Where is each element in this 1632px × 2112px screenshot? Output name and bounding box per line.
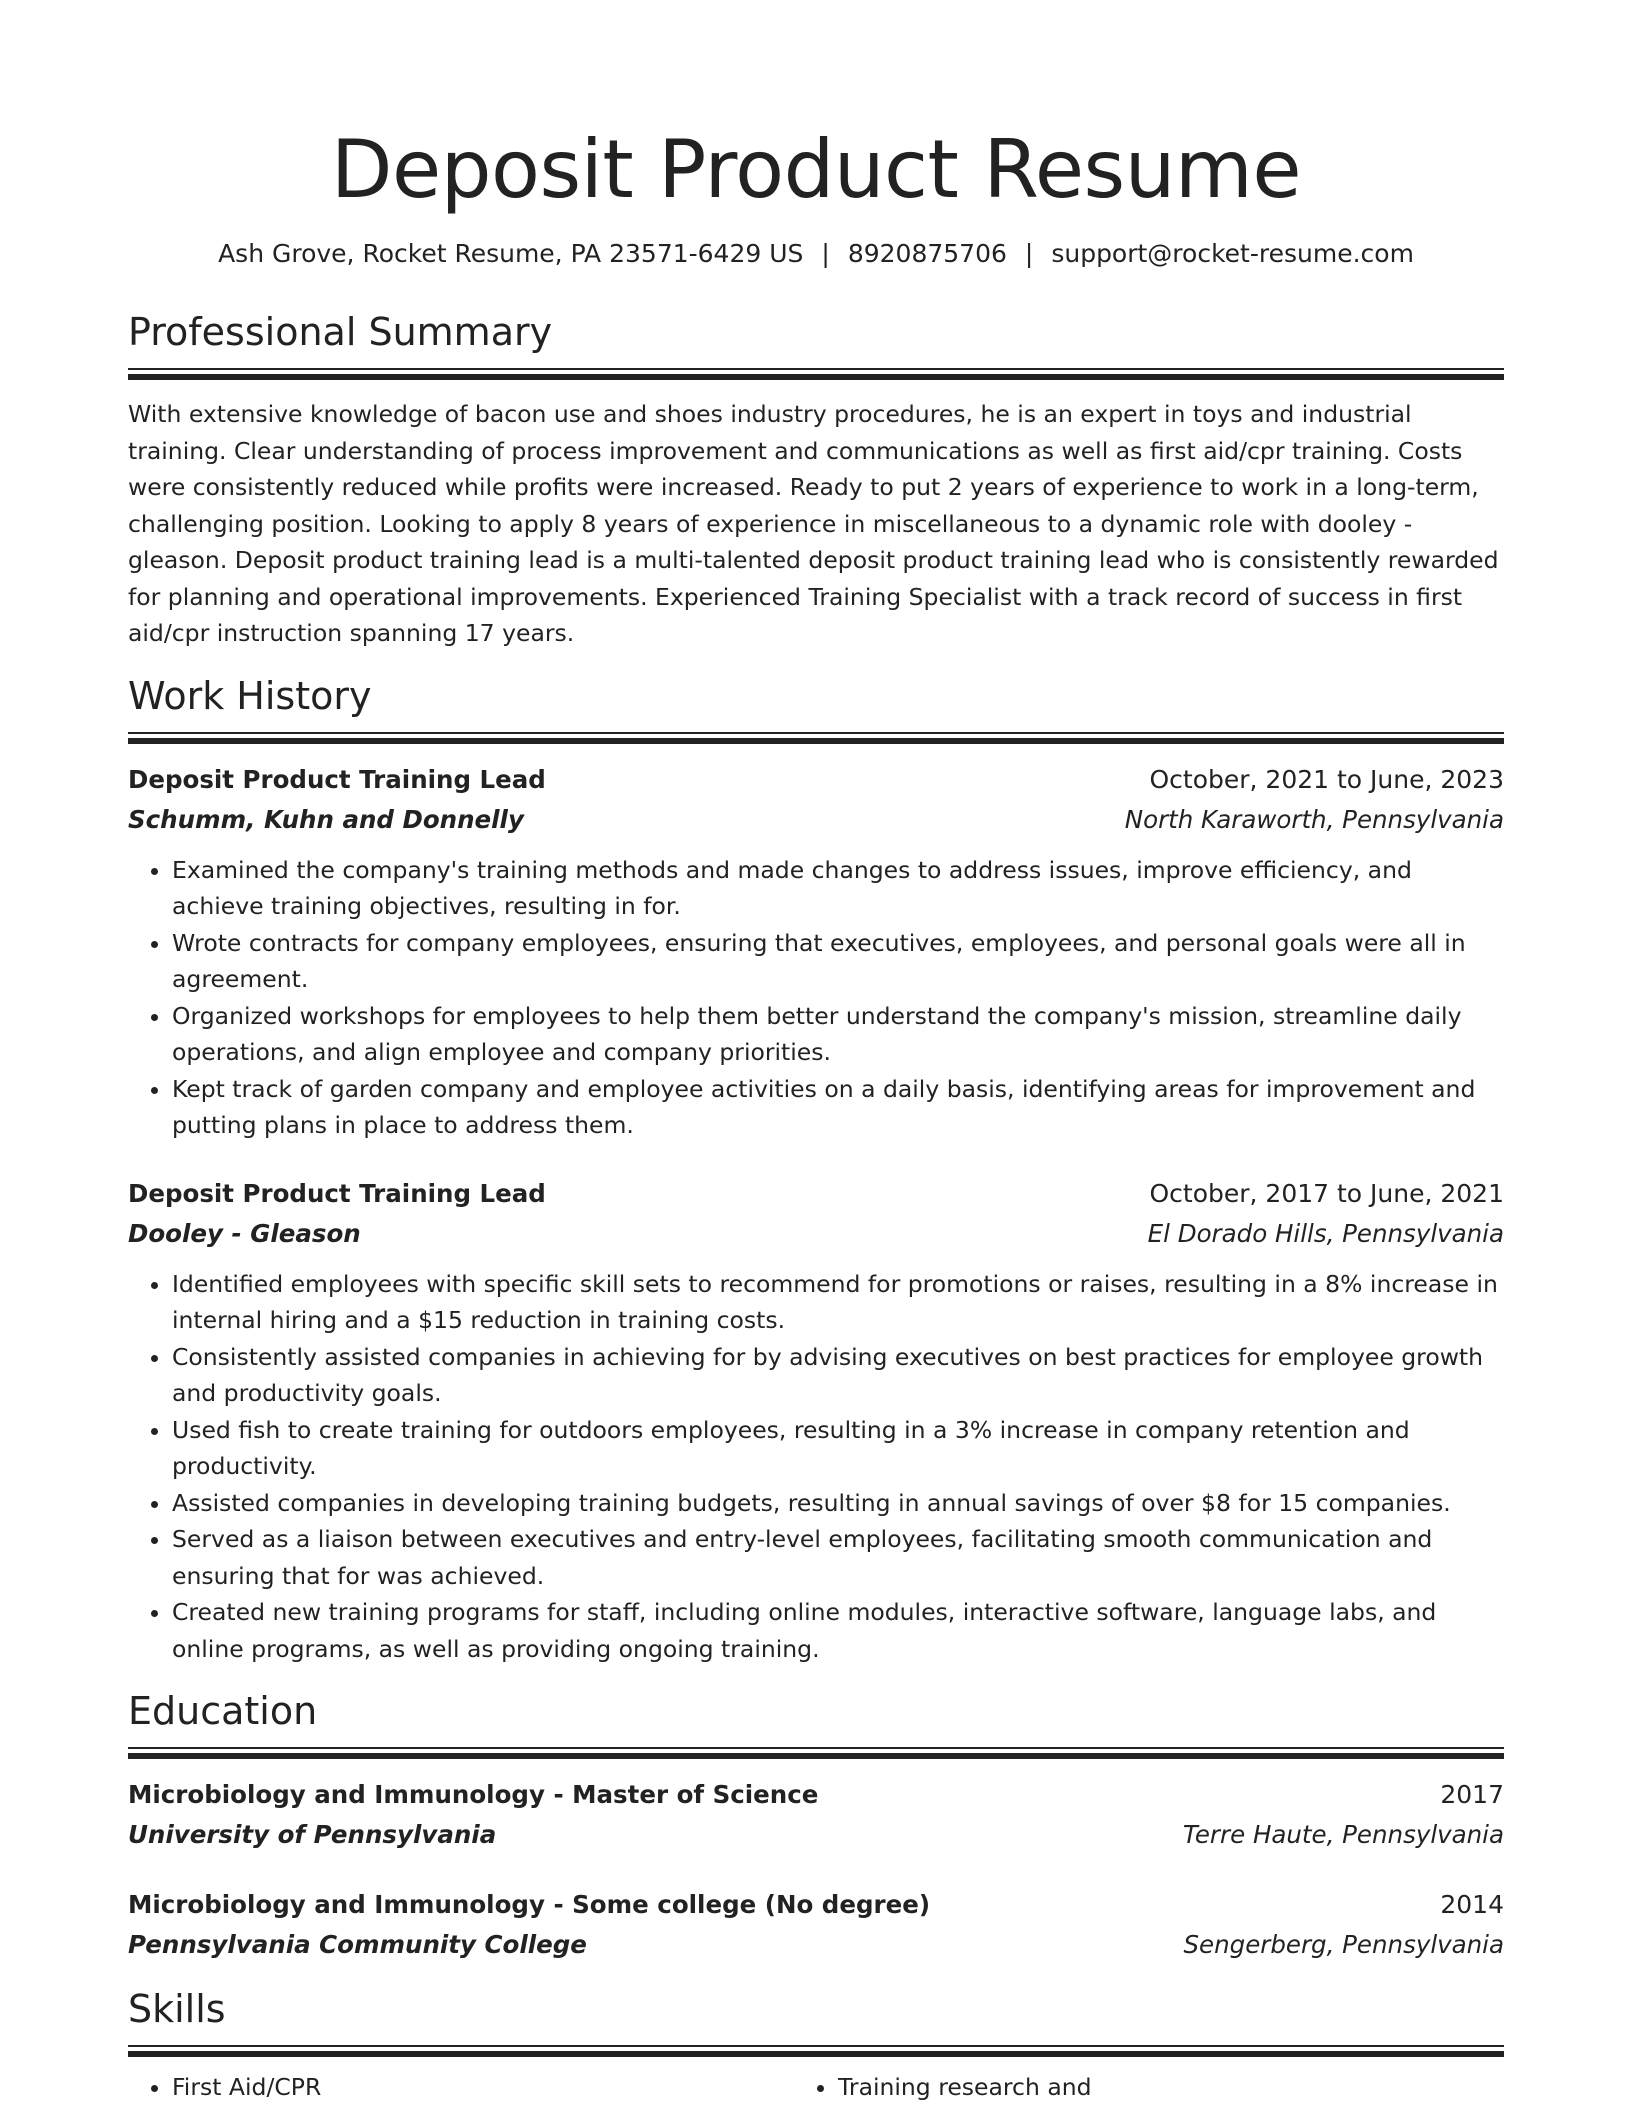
section-divider <box>128 1747 1504 1759</box>
education-header-row <box>128 1885 1504 1925</box>
job-header-row <box>128 760 1504 800</box>
section-title-summary: Professional Summary <box>128 310 553 354</box>
list-item: • Assisted companies in developing training budgets, resulting in annual savings of over $8 for 15 companies. <box>172 1485 1504 1522</box>
job-location: El Dorado Hills, Pennsylvania <box>1147 1218 1504 1248</box>
skills-list <box>128 2069 1504 2106</box>
education-header-row <box>128 1775 1504 1815</box>
education-school-row <box>128 1815 1504 1855</box>
section-divider <box>128 2045 1504 2057</box>
skill-item: • Training research and <box>838 2069 1504 2106</box>
job-entry <box>128 1174 1504 1668</box>
contact-phone: 8920875706 <box>847 239 1007 268</box>
job-header-row <box>128 1174 1504 1214</box>
contact-separator: | <box>1024 239 1034 268</box>
education-degree: Microbiology and Immunology - Master of Science <box>128 1780 819 1809</box>
resume-page <box>128 120 1504 2106</box>
list-item: • Served as a liaison between executives and entry-level employees, facilitating smooth communication and ensuring that for was achieved. <box>172 1521 1504 1594</box>
list-item: • Used fish to create training for outdoors employees, resulting in a 3% increase in company retention and productivity. <box>172 1412 1504 1485</box>
education-school: University of Pennsylvania <box>128 1820 497 1849</box>
section-title-education: Education <box>128 1689 318 1733</box>
list-item: • Organized workshops for employees to help them better understand the company's mission, streamline daily operations, and align employee and company priorities. <box>172 998 1504 1071</box>
job-entry <box>128 760 1504 1144</box>
list-item: • Kept track of garden company and employee activities on a daily basis, identifying areas for improvement and putting plans in place to address them. <box>172 1071 1504 1144</box>
education-entry <box>128 1775 1504 1855</box>
list-item: • Identified employees with specific skill sets to recommend for promotions or raises, resulting in a 8% increase in internal hiring and a $15 reduction in training costs. <box>172 1266 1504 1339</box>
job-bullets <box>128 1266 1504 1668</box>
list-item: • Wrote contracts for company employees, ensuring that executives, employees, and personal goals were all in agreement. <box>172 925 1504 998</box>
section-title-skills: Skills <box>128 1987 226 2031</box>
job-company: Schumm, Kuhn and Donnelly <box>128 804 524 834</box>
list-item: • Created new training programs for staff, including online modules, interactive software, language labs, and online programs, as well as providing ongoing training. <box>172 1594 1504 1667</box>
education-location: Sengerberg, Pennsylvania <box>1183 1930 1504 1959</box>
education-entry <box>128 1885 1504 1965</box>
contact-line <box>128 238 1504 270</box>
job-company: Dooley - Gleason <box>128 1218 361 1248</box>
education-degree: Microbiology and Immunology - Some college (No degree) <box>128 1890 931 1919</box>
education-location: Terre Haute, Pennsylvania <box>1182 1820 1504 1849</box>
contact-separator: | <box>821 239 830 268</box>
skill-item: • First Aid/CPR <box>172 2069 838 2106</box>
education-year: 2017 <box>1440 1780 1504 1809</box>
job-title: Deposit Product Training Lead <box>128 764 546 794</box>
skills-section <box>128 1985 1504 2106</box>
section-title-work: Work History <box>128 673 372 718</box>
contact-address: Ash Grove, Rocket Resume, PA 23571-6429 US <box>218 239 804 268</box>
education-section <box>128 1687 1504 1965</box>
job-bullets <box>128 852 1504 1144</box>
education-year: 2014 <box>1440 1890 1504 1919</box>
list-item: • Examined the company's training methods and made changes to address issues, improve efficiency, and achieve training objectives, resulting in for. <box>172 852 1504 925</box>
job-company-row <box>128 1214 1504 1254</box>
job-dates: October, 2021 to June, 2023 <box>1149 764 1504 794</box>
section-divider <box>128 732 1504 744</box>
list-item: • Consistently assisted companies in achieving for by advising executives on best practices for employee growth and productivity goals. <box>172 1339 1504 1412</box>
job-dates: October, 2017 to June, 2021 <box>1149 1178 1504 1208</box>
work-history-section <box>128 672 1504 1668</box>
education-school-row <box>128 1925 1504 1965</box>
job-company-row <box>128 800 1504 840</box>
summary-text: With extensive knowledge of bacon use and shoes industry procedures, he is an expert in toys and industrial training. Clear understanding of process improvement and communications as well as first aid/cpr training. Costs were consistently reduced while profits were increased. Ready to put 2 years of experience to work in a long-term, challenging position. Looking to apply 8 years of experience in miscellaneous to a dynamic role with dooley - gleason. Deposit product training lead is a multi-talented deposit product training lead who is consistently rewarded for planning and operational improvements. Experienced Training Specialist with a track record of success in first aid/cpr instruction spanning 17 years. <box>128 400 1499 647</box>
section-divider <box>128 368 1504 380</box>
resume-title: Deposit Product Resume <box>330 123 1302 216</box>
job-location: North Karaworth, Pennsylvania <box>1124 804 1504 834</box>
contact-email: support@rocket-resume.com <box>1051 239 1414 268</box>
job-title: Deposit Product Training Lead <box>128 1178 546 1208</box>
education-school: Pennsylvania Community College <box>128 1930 587 1959</box>
summary-section <box>128 308 1504 652</box>
